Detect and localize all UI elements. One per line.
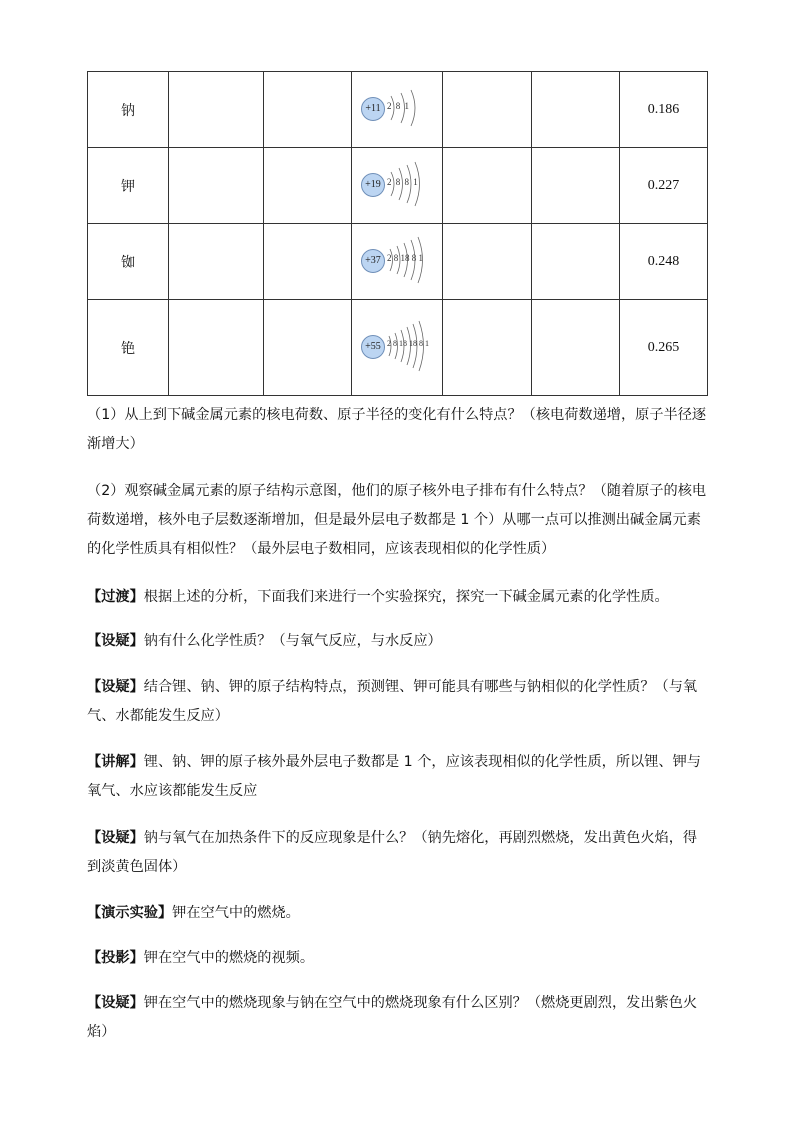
element-name: 钠 xyxy=(88,72,169,148)
paragraph-tag: 【设疑】 xyxy=(87,679,144,695)
question-paragraph xyxy=(87,989,709,1047)
question-paragraph xyxy=(87,824,709,882)
paragraph-tag: 【设疑】 xyxy=(87,995,144,1011)
alkali-metal-table xyxy=(87,71,708,396)
element-name: 铷 xyxy=(88,224,169,300)
empty-cell xyxy=(169,148,264,224)
empty-cell xyxy=(443,300,532,396)
empty-cell xyxy=(169,72,264,148)
nucleus-charge: +11 xyxy=(361,97,385,121)
paragraph-text: 钾在空气中的燃烧现象与钠在空气中的燃烧现象有什么区别？（燃烧更剧烈，发出紫色火焰） xyxy=(87,995,698,1040)
paragraph-text: 钠与氧气在加热条件下的反应现象是什么？（钠先熔化，再剧烈燃烧，发出黄色火焰，得到淡黄色固体） xyxy=(87,830,698,875)
empty-cell xyxy=(532,224,620,300)
experiment-paragraph xyxy=(87,899,709,928)
atom-diagram-cell xyxy=(352,224,443,300)
paragraph-tag: 【讲解】 xyxy=(87,754,144,770)
atom-structure-diagram xyxy=(357,232,437,288)
empty-cell xyxy=(264,148,352,224)
shell-electrons: 2 8 18 18 8 1 xyxy=(387,338,429,348)
paragraph-tag: 【设疑】 xyxy=(87,633,144,649)
empty-cell xyxy=(532,72,620,148)
element-name: 铯 xyxy=(88,300,169,396)
transition-paragraph xyxy=(87,583,709,612)
nucleus-charge: +19 xyxy=(361,173,385,197)
shell-electrons: 2 8 18 8 1 xyxy=(387,252,423,263)
atom-diagram-cell xyxy=(352,72,443,148)
atom-structure-diagram xyxy=(357,156,437,212)
nucleus-charge: +37 xyxy=(361,249,385,273)
empty-cell xyxy=(532,300,620,396)
table-row xyxy=(88,72,708,148)
empty-cell xyxy=(264,224,352,300)
atomic-radius: 0.265 xyxy=(620,300,708,396)
empty-cell xyxy=(443,148,532,224)
atom-structure-diagram xyxy=(357,318,437,374)
table-row xyxy=(88,148,708,224)
paragraph-text: 钠有什么化学性质？（与氧气反应，与水反应） xyxy=(143,633,442,649)
empty-cell xyxy=(443,224,532,300)
shell-electrons: 2 8 1 xyxy=(387,100,410,111)
paragraph-text: 结合锂、钠、钾的原子结构特点，预测锂、钾可能具有哪些与钠相似的化学性质？（与氧气、水都能发生反应） xyxy=(87,679,698,724)
paragraph-tag: 【设疑】 xyxy=(87,830,144,846)
table-row xyxy=(88,224,708,300)
element-name: 钾 xyxy=(88,148,169,224)
atomic-radius: 0.248 xyxy=(620,224,708,300)
paragraph-tag: 【过渡】 xyxy=(87,589,144,605)
nucleus-charge: +55 xyxy=(361,335,385,359)
paragraph-text: 锂、钠、钾的原子核外最外层电子数都是 1 个，应该表现相似的化学性质，所以锂、钾与氧气、水应该都能发生反应 xyxy=(87,754,701,799)
explanation-paragraph xyxy=(87,748,709,806)
atom-diagram-cell xyxy=(352,300,443,396)
question-paragraph xyxy=(87,627,709,656)
paragraph-tag: 【演示实验】 xyxy=(87,905,173,921)
paragraph-text: （1）从上到下碱金属元素的核电荷数、原子半径的变化有什么特点？（核电荷数递增，原子半径逐渐增大） xyxy=(87,407,707,452)
empty-cell xyxy=(264,300,352,396)
atom-structure-diagram xyxy=(357,80,437,136)
question-paragraph xyxy=(87,477,709,564)
empty-cell xyxy=(264,72,352,148)
empty-cell xyxy=(532,148,620,224)
question-paragraph xyxy=(87,401,709,459)
empty-cell xyxy=(169,224,264,300)
projection-paragraph xyxy=(87,944,709,973)
atomic-radius: 0.186 xyxy=(620,72,708,148)
empty-cell xyxy=(443,72,532,148)
empty-cell xyxy=(169,300,264,396)
paragraph-text: 钾在空气中的燃烧。 xyxy=(172,905,300,921)
paragraph-tag: 【投影】 xyxy=(87,950,144,966)
paragraph-text: 钾在空气中的燃烧的视频。 xyxy=(143,950,315,966)
question-paragraph xyxy=(87,673,709,731)
paragraph-text: 根据上述的分析，下面我们来进行一个实验探究，探究一下碱金属元素的化学性质。 xyxy=(143,589,669,605)
shell-electrons: 2 8 8 1 xyxy=(387,176,419,187)
table-row xyxy=(88,300,708,396)
atomic-radius: 0.227 xyxy=(620,148,708,224)
paragraph-text: （2）观察碱金属元素的原子结构示意图，他们的原子核外电子排布有什么特点？（随着原子的核电荷数递增，核外电子层数逐渐增加，但是最外层电子数都是 1 个）从哪一点可以推测出碱金属元素的化学性质具有相似性？（最外层电子数相同，应该表现相似的化学性质） xyxy=(87,483,707,557)
atom-diagram-cell xyxy=(352,148,443,224)
